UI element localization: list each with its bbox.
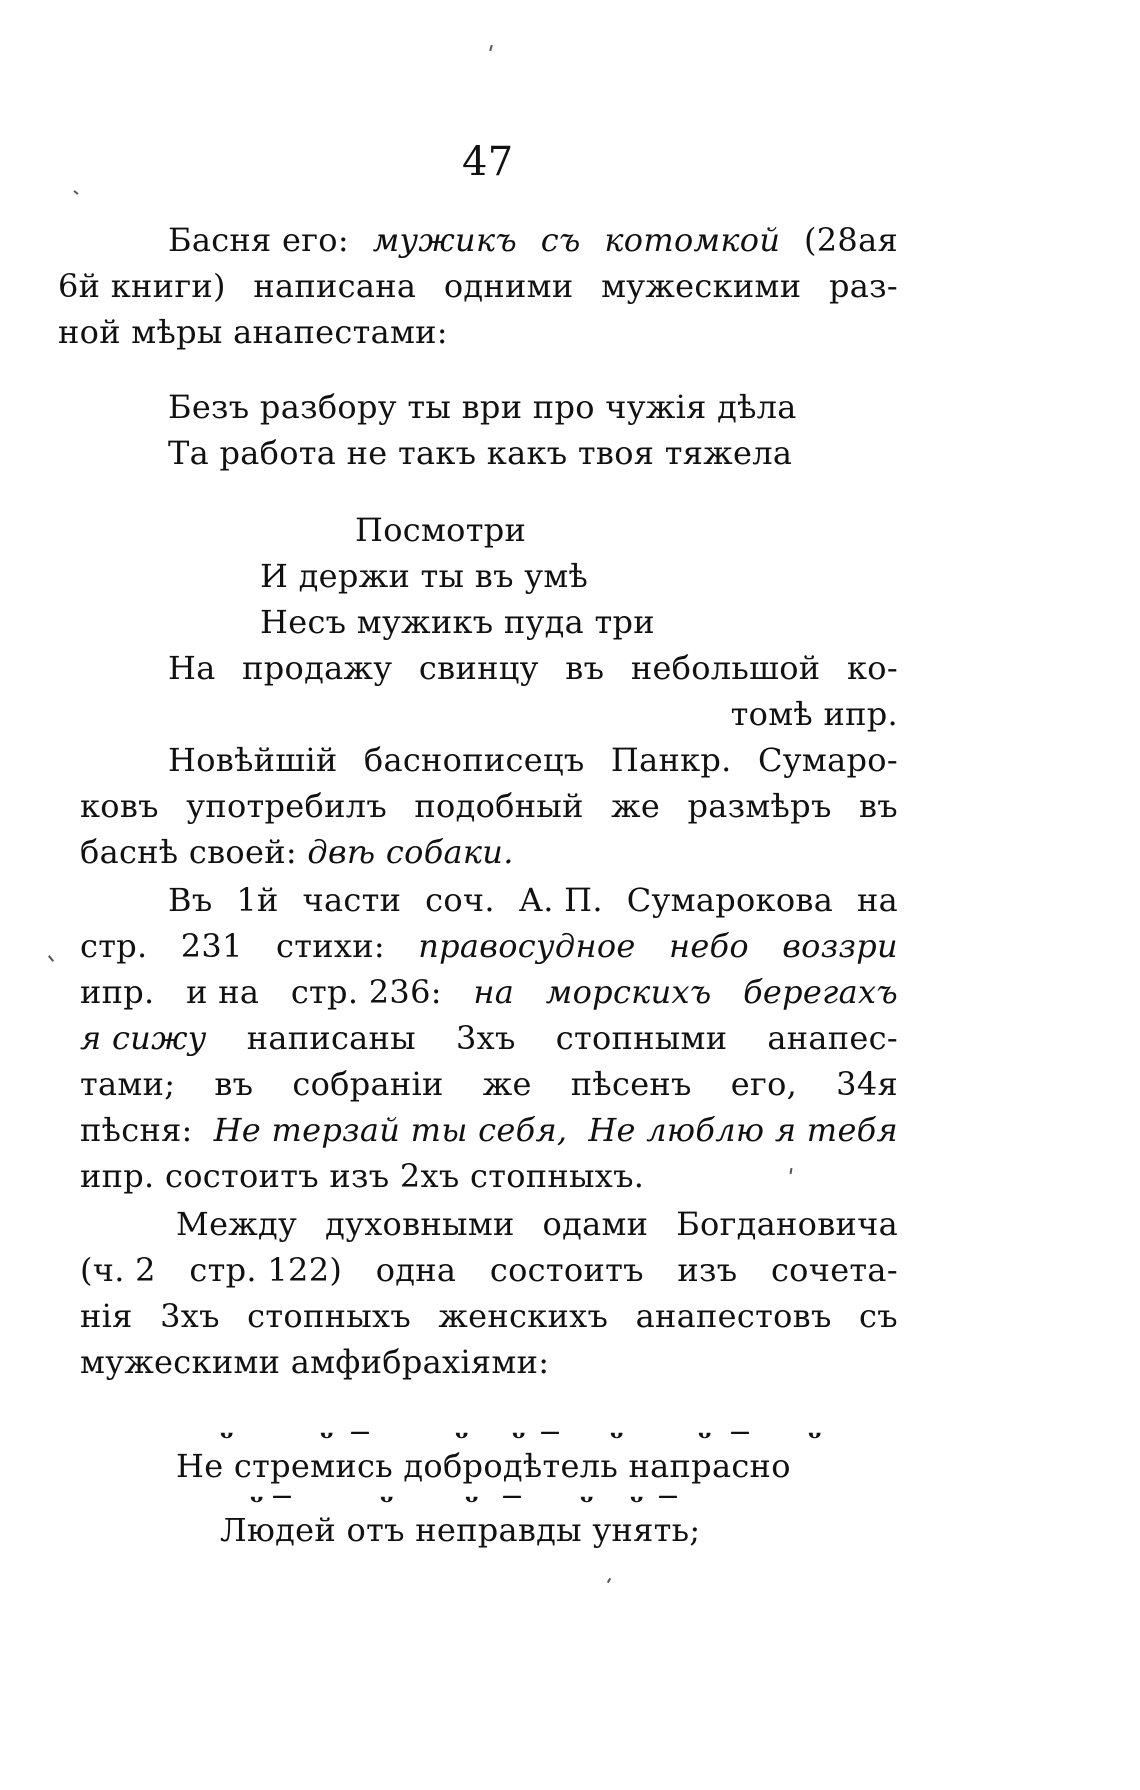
quote-line-2: Та работа не такъ какъ твоя тяжела — [168, 434, 793, 472]
para3-line-5: тами; въ собраніи же пѣсенъ его, 34я — [80, 1065, 898, 1103]
poem-line-5: томѣ ипр. — [730, 695, 898, 733]
metrical-scansion-marks-1: ᴗ ᴗ — ᴗ ᴗ — ᴗ ᴗ — ᴗ — [220, 1419, 822, 1443]
poem-line-1: Посмотри — [355, 511, 527, 549]
para4-line-1: Между духовными одами Богдановича — [176, 1205, 898, 1243]
para2-line-1: Новѣйшій баснописецъ Панкр. Сумаро- — [168, 741, 898, 779]
scan-speck — [607, 1578, 611, 1583]
scan-speck — [489, 45, 492, 51]
para4-line-3: нія 3хъ стопныхъ женскихъ анапестовъ съ — [80, 1297, 898, 1335]
text-line-2: 6й книги) написана одними мужескими раз- — [58, 267, 898, 305]
scan-speck — [789, 1168, 792, 1174]
para4-line-4: мужескими амфибрахіями: — [80, 1343, 550, 1381]
para2-line-3: баснѣ своей: двѣ собаки. — [80, 833, 514, 871]
para4-line-2: (ч. 2 стр. 122) одна состоитъ изъ сочета- — [80, 1251, 898, 1289]
quote-line-1: Безъ разбору ты ври про чужія дѣла — [168, 388, 797, 426]
scan-speck — [48, 955, 54, 962]
para3-line-6: пѣсня: Не терзай ты себя, Не люблю я тебя — [80, 1111, 898, 1149]
poem-line-4: На продажу свинцу въ небольшой ко- — [168, 649, 898, 687]
metrical-scansion-marks-2: ᴗ — ᴗ ᴗ — ᴗ ᴗ — — [250, 1483, 678, 1507]
para3-line-2: стр. 231 стихи: правосудное небо воззри — [80, 927, 898, 965]
para3-line-7: ипр. состоитъ изъ 2хъ стопныхъ. — [80, 1157, 645, 1195]
para3-line-4: я сижу написаны 3хъ стопными анапес- — [80, 1019, 898, 1057]
para3-line-1: Въ 1й части соч. А. П. Сумарокова на — [168, 881, 898, 919]
scan-speck — [73, 190, 78, 195]
text-line-3: ной мѣры анапестами: — [58, 313, 448, 351]
text-line-1: Басня его: мужикъ съ котомкой (28ая — [168, 221, 898, 259]
poem-line-2: И держи ты въ умѣ — [260, 557, 589, 595]
poem-line-3: Несъ мужикъ пуда три — [260, 603, 655, 641]
para3-line-3: ипр. и на стр. 236: на морскихъ берегахъ — [80, 973, 898, 1011]
para2-line-2: ковъ употребилъ подобный же размѣръ въ — [80, 787, 898, 825]
verse-line-1: Не стремись добродѣтель напрасно — [176, 1447, 791, 1485]
verse-line-2: Людей отъ неправды унять; — [220, 1511, 701, 1549]
page-number: 47 — [462, 139, 514, 185]
